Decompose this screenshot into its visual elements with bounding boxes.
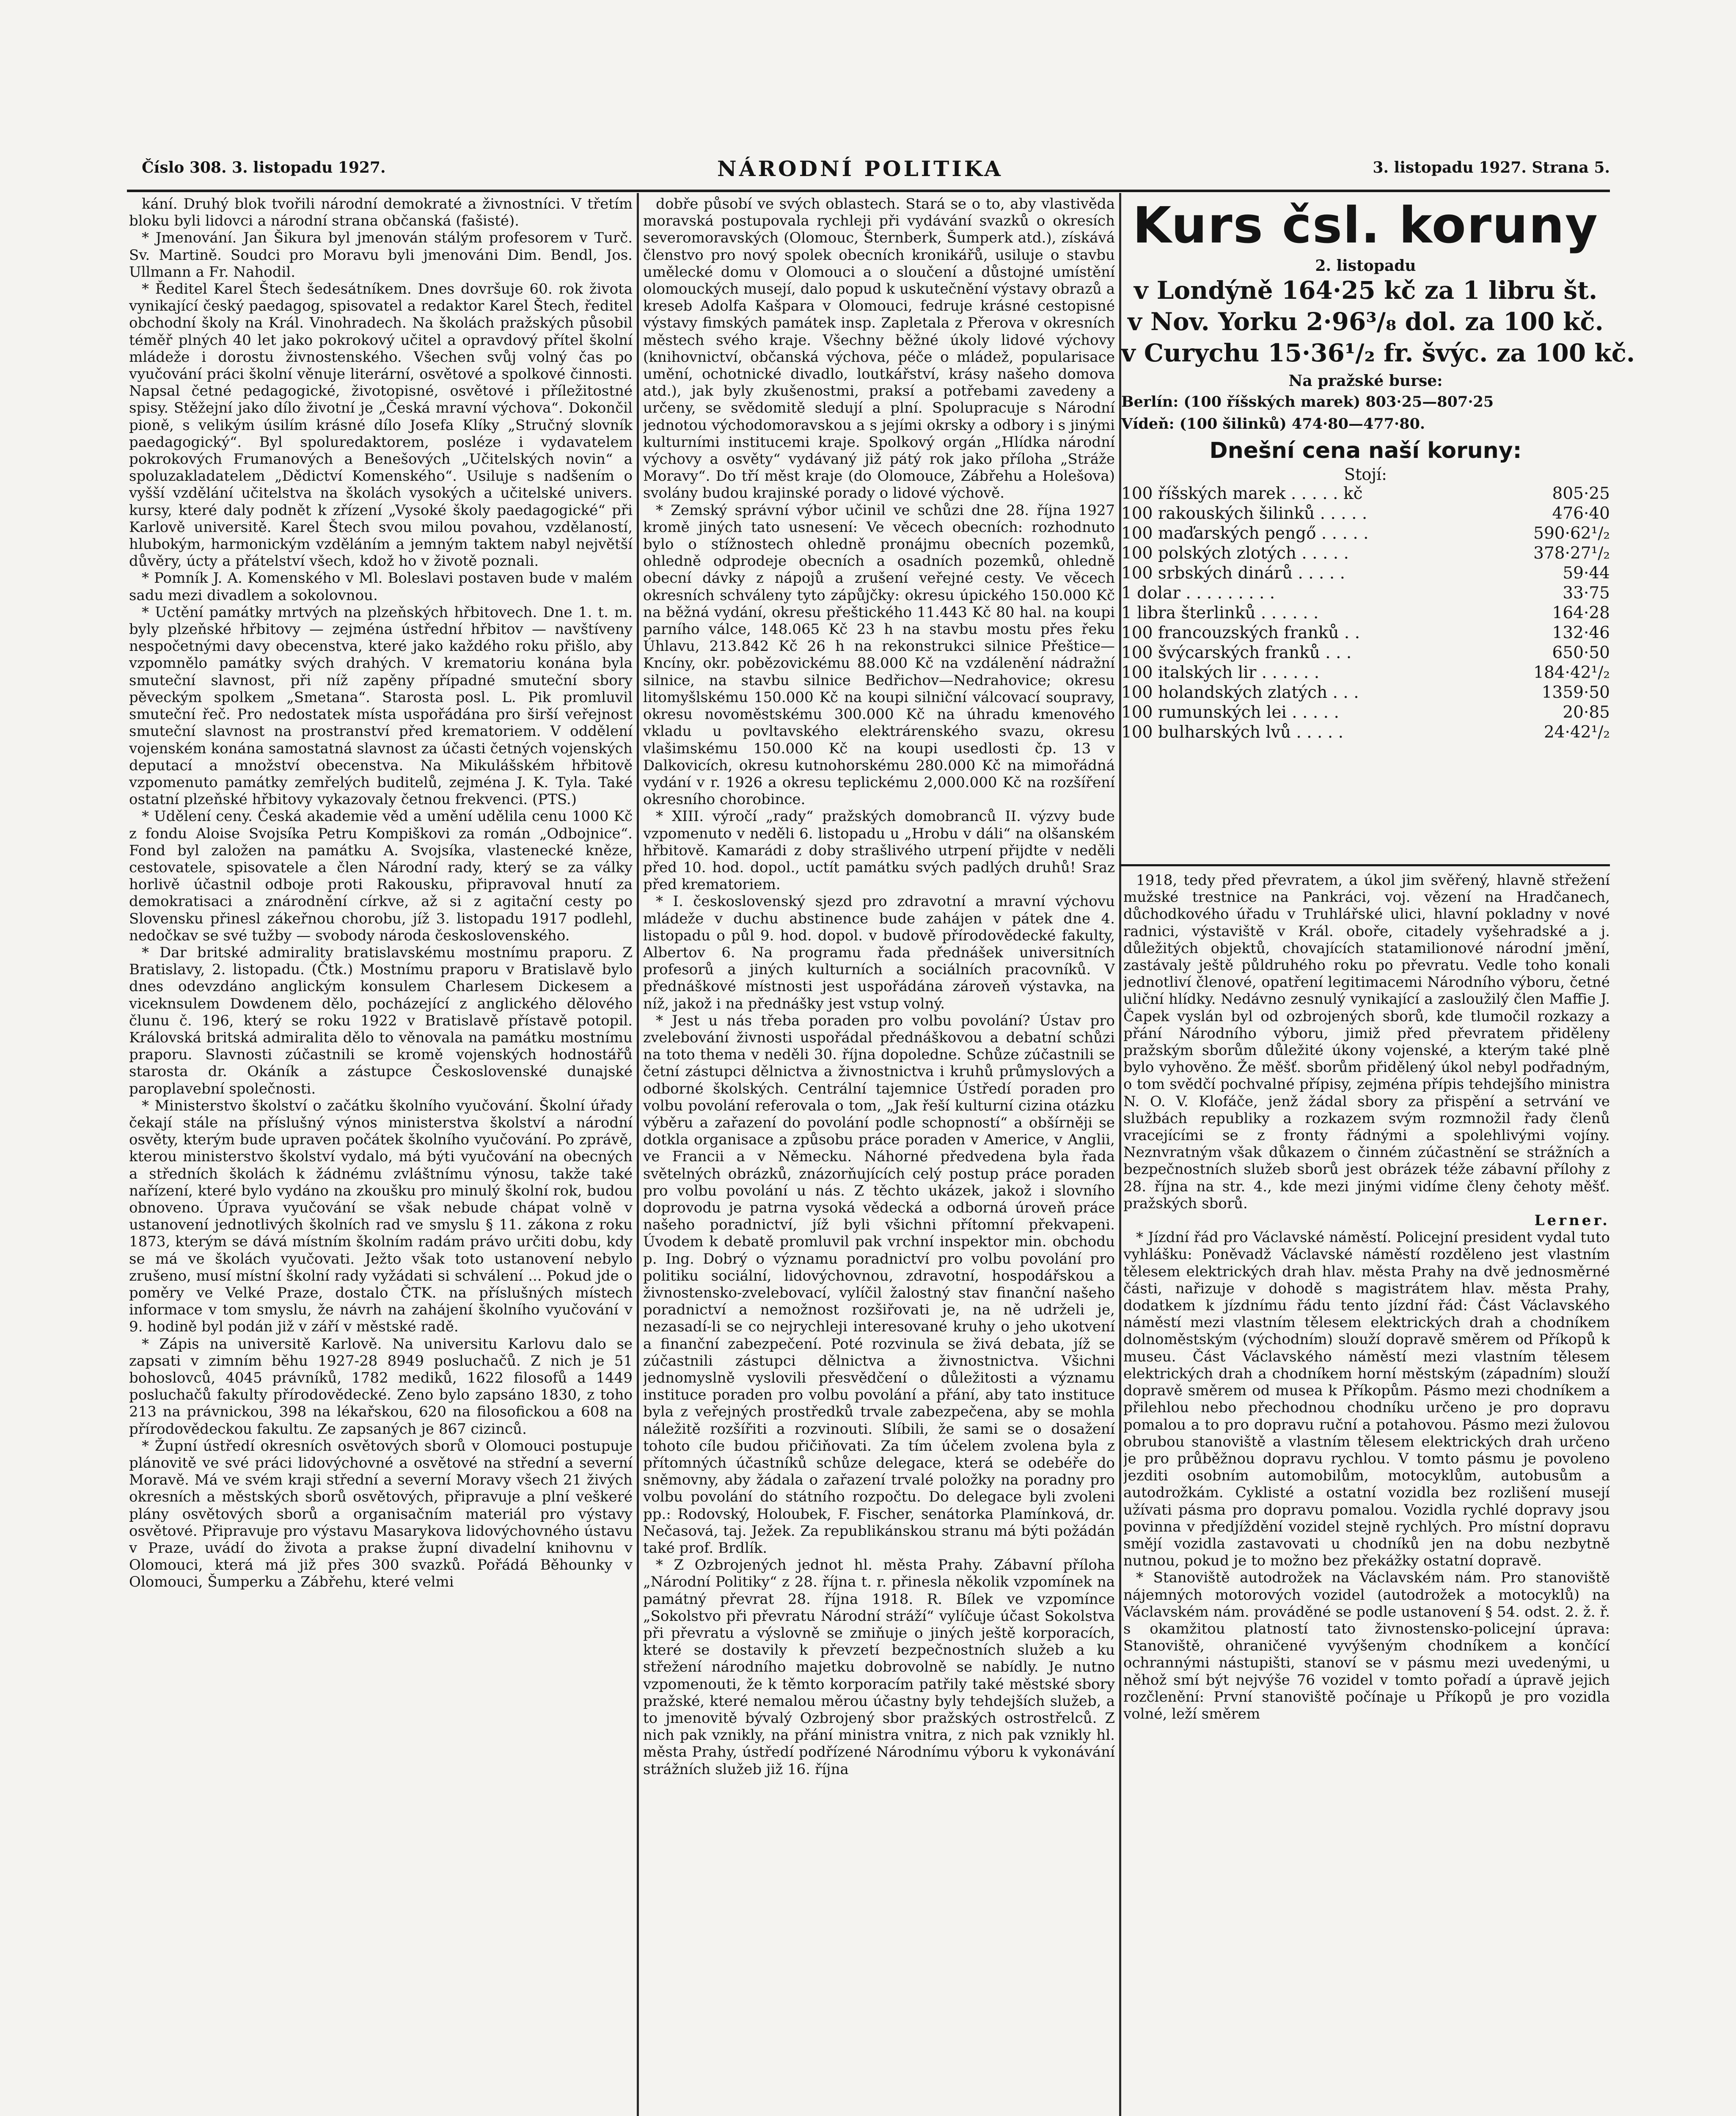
rate-currency: 100 říšských marek . . . . . kč [1121,484,1363,503]
burse-title: Na pražské burse: [1288,372,1443,390]
exchange-title: Kurs čsl. koruny [1133,196,1598,254]
rate-value: 24·42¹/₂ [1543,723,1610,742]
article-paragraph: kání. Druhý blok tvořili národní demokraté a živnostníci. V třetím bloku byli lidovci a národní strana občanská (fašisté). [129,196,633,230]
rate-currency: 100 francouzských franků . . [1121,623,1360,642]
column-divider [637,193,639,2116]
header-rule [127,190,1610,192]
rate-row [1121,643,1610,663]
rate-row [1121,583,1610,603]
rate-row [1121,523,1610,543]
rate-currency: 1 dolar . . . . . . . . . [1121,584,1275,603]
article-paragraph: * Dar britské admirality bratislavskému mostnímu praporu. Z Bratislavy, 2. listopadu. (Čtk.) Mostnímu praporu v Bratislavě bylo dnes odevzdáno anglickým konsulem Charlesem Dickesem a viceknsulem Dowdenem dělo, pocházející z anglického dělového člunu č. 196, který se roku 1922 v Bratislavě přístavě potopil. Královská britská admiralita dělo to věnovala na památku mostnímu praporu. Slavnosti zúčastnili se kromě vojenských hodnostářů starosta dr. Okáník a zástupce Československé dunajské paroplavební společnosti. [129,944,633,1097]
rate-row [1121,683,1610,703]
crown-price-title: Dnešní cena naší koruny: [1209,438,1522,463]
page-date-number: 3. listopadu 1927. Strana 5. [1373,159,1610,176]
article-author: Lerner. [1534,1212,1610,1229]
rate-currency: 100 maďarských pengő . . . . . [1121,524,1369,543]
rate-table [1121,484,1610,742]
article-paragraph: * Župní ústředí okresních osvětových sborů v Olomouci postupuje plánovitě ve své práci lidovýchovné a osvětové na střední a severní Moravě. Má ve svém kraji střední a severní Moravy všech 21 živých okresních a městských sborů osvětových, připravuje a plní veškeré plány osvětových sborů a organisačním materiál pro výstavy osvětové. Připravuje pro výstavu Masarykova lidovýchovného ústavu v Praze, uvádí do života a prakse župní divadelní knihovnu v Olomouci, která má již přes 300 svazků. Pořádá Běhounky v Olomouci, Šumperku a Zábřehu, které velmi [129,1437,633,1591]
rate-value: 132·46 [1552,623,1610,642]
rate-value: 33·75 [1563,584,1610,603]
exchange-box-rule [1119,864,1610,866]
rate-new-york: v Nov. Yorku 2·96³/₈ dol. za 100 kč. [1128,307,1604,336]
page-header [142,154,1610,184]
rate-row [1121,563,1610,583]
article-paragraph: * Zemský správní výbor učinil ve schůzi dne 28. října 1927 kromě jiných tato usnesení: Ve věcech obecních: rozhodnuto bylo o stížnostech ohledně pronájmu obecních pozemků, ohledně odprodeje obecních a osadních pozemků, ohledně obecní dávky z nápojů a zrušení veřejné cesty. Ve věcech okresních schváleny tyto zápůjčky: okresu úpického 150.000 Kč na běžná vydání, okresu přeštického 11.443 Kč 80 hal. na koupi parního válce, 148.065 Kč 23 h na stavbu mostu přes řeku Úhlavu, 213.842 Kč 26 h na rekonstrukci silnice Přeštice—Kncíny, okr. pobězovickému 88.000 Kč na vzdálenění nádražní silnice, na stavbu silnice Bedřichov—Nedrahovice; okresu litomyšlskému 150.000 Kč na koupi silniční válcovací soupravy, okresu novoměstskému 300.000 Kč na úhradu kmenového vkladu u povltavského elektrárenského svazu, okresu vlašimskému 150.000 Kč na koupi usedlosti čp. 13 v Dalkovicích, okresu kutnohorskému 280.000 Kč na mimořádná vydání v r. 1926 a okresu teplickému 2,000.000 Kč na rozšíření okresního chorobince. [643,501,1115,808]
article-paragraph: * Jest u nás třeba poraden pro volbu povolání? Ústav pro zvelebování živnosti uspořádal přednáškovou a debatní schůzi na toto thema v neděli 30. října dopoledne. Schůze zúčastnili se četní zástupci dělnictva a živnostnictva i kruhů průmyslových a odborné školských. Centrální tajemnice Ústředí poraden pro volbu povolání referovala o tom, „Jak řeší kulturní cizina otázku výběru a zařazení do povolání podle schopností“ a obšírněji se dotkla organisace a způsobu práce poraden v Americe, v Anglii, ve Francii a v Německu. Náhorné předvedena byla řada světelných obrázků, znázorňujících celý postup práce poraden pro volbu povolání u nás. Z těchto ukázek, jakož i slovního doprovodu je patrna vysoká vědecká a odborná úroveň práce našeho poradnictví, jíž byli všichni přítomní překvapeni. Úvodem k debatě promluvil pak vrchní inspektor min. obchodu p. Ing. Dobrý o významu poradnictví pro volbu povolání pro politiku sociální, lidovýchovnou, zdravotní, hospodářskou a živnostensko-zvelebovací, vylíčil žalostný stav finanční našeho poradnictví a nemožnost rozšiřovati je, na ně udrželi je, nezasadí-li se co nejrychleji interesované kruhy o jeho ukotvení a finanční zabezpečení. Poté rozvinula se živá debata, jíž se zúčastnili zástupci dělnictva a živnostnictva. Všichni jednomyslně vyslovili přesvědčení o důležitosti a významu instituce poraden pro volbu povolání a přání, aby tato instituce byla z veřejných prostředků trvale zabezpečena, aby se mohla náležitě rozšířiti a rozvinouti. Slíbili, že sami se o dosažení tohoto cíle budou přičiňovati. Za tím účelem zvolena byla z přítomných účastníků schůze delegace, která se odebéře do sněmovny, aby žádala o zařazení trvalé položky na poradny pro volbu povolání do státního rozpočtu. Do delegace byli zvoleni pp.: Rodovský, Holoubek, F. Fischer, senátorka Plamínková, dr. Nečasová, taj. Ježek. Za republikánskou stranu má býti požádán také prof. Brdlík. [643,1012,1115,1557]
article-paragraph: * Z Ozbrojených jednot hl. města Prahy. Zábavní příloha „Národní Politiky“ z 28. října t. r. přinesla několik vzpomínek na památný převrat 28. října 1918. R. Bílek ve vzpomínce „Sokolstvo při převratu Národní stráží“ vylíčuje účast Sokolstva při převratu a výslovně se zmiňuje o jiných ještě korporacích, které se dostavily k převzetí bezpečnostních služeb a ku střežení národního majetku dobrovolně se nabídly. Je nutno vzpomenouti, že k těmto korporacím patřily také městské sbory pražské, které nemalou měrou účastny byly tehdejších služeb, a to jmenovitě bývalý Ozbrojený sbor pražských ostrostřelců. Z nich pak vznikly, na přání ministra vnitra, z nich pak vznikly hl. města Prahy, ústředí podřízené Národnímu výboru k vykonávání strážních služeb již 16. října [643,1557,1115,1778]
article-column-3 [1123,872,1610,2116]
rate-row [1121,703,1610,722]
rate-currency: 100 švýcarských franků . . . [1121,643,1352,662]
rate-currency: 100 rakouských šilinků . . . . . [1121,504,1367,523]
article-paragraph: * Zápis na universitě Karlově. Na universitu Karlovu dalo se zapsati v zimním běhu 1927-28 8949 posluchačů. Z nich je 51 bohoslovců, 4045 právníků, 1782 mediků, 1622 filosofů a 1449 posluchačů fakulty přírodovědecké. Zeno bylo zapsáno 1830, z toho 213 na právnickou, 398 na lékařskou, 620 na filosofickou a 608 na přírodovědeckou fakultu. Ze zapsaných je 867 cizinců. [129,1335,633,1438]
article-paragraph: * Stanoviště autodrožek na Václavském nám. Pro stanoviště nájemných motorových vozidel (autodrožek a motocyklů) na Václavském nám. prováděné se podle ustanovení § 54. odst. 2. ž. ř. s okamžitou platností tato živnostensko-policejní úprava: Stanoviště, ohraničené vyvýšeným chodníkem a končící ochrannými nástupišti, stanoví se v pásmu mezi uvedenými, u něhož smí být nejvýše 76 vozidel v tomto pořadí a úpravě jejich rozčlenění: První stanoviště počínaje u Příkopů je pro vozidla volné, leží směrem [1123,1569,1610,1722]
rate-currency: 100 rumunských lei . . . . . [1121,703,1339,722]
article-paragraph: * XIII. výročí „rady“ pražských domobranců II. výzvy bude vzpomenuto v neděli 6. listopadu u „Hrobu v dáli“ na olšanském hřbitově. Kamarádi z doby strašlivého utrpení přijdte v neděli před 10. hod. dopol., uctít památku svých padlých druhů! Sraz před krematoriem. [643,808,1115,893]
rate-berlin: Berlín: (100 říšských marek) 803·25—807·25 [1121,393,1494,411]
rate-value: 59·44 [1563,564,1610,583]
costs-label: Stojí: [1344,465,1387,484]
rate-value: 20·85 [1563,703,1610,722]
rate-row [1121,663,1610,683]
rate-value: 378·27¹/₂ [1533,544,1610,563]
rate-currency: 100 holandských zlatých . . . [1121,683,1359,702]
article-paragraph: * Pomník J. A. Komenského v Ml. Boleslavi postaven bude v malém sadu mezi divadlem a sokolovnou. [129,570,633,604]
rate-value: 805·25 [1552,484,1610,503]
newspaper-title: NÁRODNÍ POLITIKA [717,156,1003,181]
rate-zurich: v Curychu 15·36¹/₂ fr. švýc. za 100 kč. [1121,339,1635,367]
rate-row [1121,484,1610,504]
article-paragraph: 1918, tedy před převratem, a úkol jim svěřený, hlavně střežení mužské trestnice na Pankráci, voj. vězení na Hradčanech, důchodkového úřadu v Truhlářské ulici, hlavní pokladny v nové radnici, výstaviště v Král. oboře, citadely vyšehradské a j. důležitých objektů, chovajících statamilionové národní jmění, zastávaly ještě půldruhého roku po převratu. Vedle toho konali jednotliví členové, opatření legitimacemi Národního výboru, četné uliční hlídky. Nedávno zesnulý vynikající a zasloužilý člen Maffie J. Čapek vyslán byl od ozbrojených sborů, kde tlumočil rozkazy a přání Národního výboru, jimiž před převratem přiděleny pražským sborům důležité úkony vojenské, a kterým také plně bylo vyhověno. Že měšť. sborům přidělený úkol nebyl podřadným, o tom svědčí pochvalné přípisy, zejména přípis tehdejšího ministra N. O. V. Klofáče, jenž žádal sbory za přispění a setrvání ve službách republiky a rozkazem svým rozmnožil řady členů vracejícími se z fronty řádnými a spolehlivými vojíny. Neznvratným však důkazem o činném zúčastnění se strážních a bezpečnostních služeb sborů jest obrázek téže zábavní přílohy z 28. října na str. 4., kde mezi jinými vidíme členy čehoty měšť. pražských sborů. [1123,872,1610,1212]
exchange-date: 2. listopadu [1315,257,1416,275]
rate-currency: 100 bulharských lvů . . . . . [1121,723,1344,742]
article-paragraph: * Ministerstvo školství o začátku školního vyučování. Školní úřady čekají stále na příslušný výnos ministerstva školství a národní osvěty, kterým bude upraven počátek školního vyučování. Po zprávě, kterou ministerstvo školství vydalo, má býti vyučování na obecných a středních školách k žádnému zvláštnímu výnosu, takže také nařízení, které bylo vydáno na zkoušku pro minulý školní rok, budou obnoveno. Úprava vyučování se však nebude chápat volně v ustanovení jednotlivých školních rad ve smyslu § 11. zákona z roku 1873, kterým se dává místním školním radám právo určiti dobu, kdy se má ve školách vyučovati. Ježto však toto ustanovení nebylo zrušeno, musí místní školní rady vyžádati si schválení ... Pokud jde o poměry ve Velké Praze, dostalo ČTK. na příslušných místech informace v tom smyslu, že návrh na zahájení školního vyučování v 9. hodině byl podán již v září v městské radě. [129,1097,633,1336]
rate-value: 476·40 [1552,504,1610,523]
issue-number-date: Číslo 308. 3. listopadu 1927. [142,159,386,176]
rate-london: v Londýně 164·25 kč za 1 libru št. [1133,276,1598,305]
rate-vienna: Vídeň: (100 šilinků) 474·80—477·80. [1121,415,1425,433]
rate-value: 590·62¹/₂ [1533,524,1610,543]
rate-value: 650·50 [1552,643,1610,662]
article-paragraph: * Jízdní řád pro Václavské náměstí. Policejní president vydal tuto vyhlášku: Poněvadž Václavské náměstí rozděleno jest vlastním tělesem elektrických drah hlav. města Prahy na dvě jednosměrné části, nařizuje v dohodě s magistrátem hlav. města Prahy, dodatkem k jízdnímu řádu tento jízdní řád: Část Václavského náměstí mezi vlastním tělesem elektrických drah a chodníkem dolnoměstským (východním) slouží dopravě směrem od Příkopů k museu. Část Václavského náměstí mezi vlastním tělesem elektrických drah a chodníkem horní městským (západním) slouží dopravě směrem od musea k Příkopům. Pásmo mezi chodníkem a přilehlou nebo přechodnou chodníku určeno je pro dopravu pomalou a to pro dopravu ruční a potahovou. Pásmo mezi žulovou obrubou stanoviště a vlastním tělesem elektrických drah určeno je pro průběžnou dopravu rychlou. V tomto pásmu je povoleno jezditi osobním automobilům, motocyklům, autobusům a autodrožkám. Cyklisté a ostatní vozidla bez rozlišení musejí užívati pásma pro dopravu pomalou. Vozidla rychlé dopravy jsou povinna v předjíždění vozidel stejně rychlých. Pro místní dopravu smějí vozidla zastavovati u chodníků jen na dobu nezbytně nutnou, pokud je to možno bez překážky ostatní dopravě. [1123,1229,1610,1570]
exchange-rate-box [1121,195,1635,859]
article-paragraph: * Jmenování. Jan Šikura byl jmenován stálým profesorem v Turč. Sv. Martině. Soudci pro Moravu byli jmenováni Dim. Bendl, Jos. Ullmann a Fr. Nahodil. [129,229,633,281]
article-column-1 [129,196,633,2116]
article-column-2 [643,196,1115,2116]
article-paragraph: * Uctění památky mrtvých na plzeňských hřbitovech. Dne 1. t. m. byly plzeňské hřbitovy — zejména ústřední hřbitov — navštíveny nespočetnými davy obecenstva, které jako každého roku přišlo, aby vzpomnělo památky svých drahých. V krematoriu konána byla smuteční slavnost, při níž zapěny případné smuteční sbory pěveckým spolkem „Smetana“. Starosta posl. L. Pik promluvil smuteční řeč. Pro nedostatek místa uspořádána pro širší veřejnost smuteční slavnost na prostranství před krematoriem. V oddělení vojenském konána samostatná slavnost za účasti četných vojenských deputací a množství obecenstva. Na Mikulášském hřbitově vzpomenuto památky zemřelých buditelů, zejména J. K. Tyla. Také ostatní plzeňské hřbitovy vykazovaly četnou frekvenci. (PTS.) [129,603,633,808]
rate-row [1121,504,1610,523]
rate-row [1121,543,1610,563]
rate-row [1121,722,1610,742]
article-paragraph: * Udělení ceny. Česká akademie věd a umění udělila cenu 1000 Kč z fondu Aloise Svojsíka Petru Kompiškovi za román „Odbojnice“. Fond byl založen na památku A. Svojsíka, vlastenecké kněze, cestovatele, spisovatele a člen Národní rady, který se za války horlivě účastnil odboje proti Rakousku, připravoval hnutí za demokratisaci a znárodnění církve, až si z agitační cesty po Slovensku přinesl zákeřnou chorobu, jíž 3. listopadu 1917 podlehl, nedočkav se své tužby — svobody národa československého. [129,808,633,944]
rate-currency: 100 italských lir . . . . . . [1121,663,1320,682]
rate-currency: 1 libra šterlinků . . . . . . [1121,603,1319,623]
rate-currency: 100 polských zlotých . . . . . [1121,544,1349,563]
rate-value: 1359·50 [1541,683,1610,702]
rate-row [1121,623,1610,643]
rate-currency: 100 srbských dinárů . . . . . [1121,564,1345,583]
article-paragraph: * Ředitel Karel Štech šedesátníkem. Dnes dovršuje 60. rok života vynikající český paedagog, spisovatel a redaktor Karel Štech, ředitel obchodní školy na Král. Vinohradech. Na školách pražských působil téměř plných 40 let jako pokrokový učitel a opravdový přítel školní mládeže i dorostu živnostenského. Všechen svůj volný čas po vyučování práci školní věnuje literární, osvětové a spolkové činnosti. Napsal četné pedagogické, životopisné, osvětové i příležitostné spisy. Stěžejní jako dílo životní je „Česká mravní výchova“. Dokončil pioně, s velikým úsilím krásné dílo Josefa Klíky „Stručný slovník paedagogický“. Byl spoluredaktorem, posléze i vydavatelem pokrokových Frumanových a Benešových „Učitelských novin“ a spoluzakladatelem „Dědictví Komenského“. Usiluje s nadšením o vyšší vzdělání učitelstva na školách vysokých a učitelské univers. kursy, které daly podnět k zřízení „Vysoké školy paedagogické“ při Karlově universitě. Karel Štech svou milou povahou, vzdělaností, hlubokým, harmonickým vzděláním a jemným taktem nabyl největší důvěry, úcty a přátelství všech, kdož ho v životě poznali. [129,281,633,570]
article-paragraph: * I. československý sjezd pro zdravotní a mravní výchovu mládeže v duchu abstinence bude zahájen v pátek dne 4. listopadu o půl 9. hod. dopol. v budově přírodovědecké fakulty, Albertov 6. Na programu řada přednášek universitních profesorů a jiných kulturních a sociálních pracovníků. V přednáškové místnosti jest uspořádána zároveň výstavka, na níž, jakož i na přednášky jest vstup volný. [643,893,1115,1012]
article-paragraph: dobře působí ve svých oblastech. Stará se o to, aby vlastivěda moravská postupovala rychleji při vydávání svazků o okresích severomoravských (Olomouc, Šternberk, Šumperk atd.), získává členstvo pro nový spolek obecních kronikářů, usiluje o stavbu umělecké domu v Olomouci a o sloučení a důstojné umístění olomouckých musejí, dalo popud k uskutečnění výstavy obrazů a kreseb Adolfa Kašpara v Olomouci, fedruje krásné cestopisné výstavy fimských památek insp. Zapletala z Přerova v okresních městech svého kraje. Všechny běžné úkoly lidové výchovy (knihovnictví, občanská výchova, péče o mládež, popularisace umění, ochotnické divadlo, loutkářství, krásy našeho domova atd.), jak byly zkušenostmi, praksí a potřebami zavedeny a určeny, se svědomitě sledují a plní. Spolupracuje s Národní jednotou východomoravskou a s jejími okrsky a odbory i s jinými kulturními institucemi kraje. Spolkový orgán „Hlídka národní výchovy a osvěty“ vydávaný již pátý rok jako příloha „Stráže Moravy“. Do tří měst kraje (do Olomouce, Zábřehu a Holešova) svolány budou krajinské porady o lidové výchově. [643,196,1115,502]
rate-value: 184·42¹/₂ [1533,663,1610,682]
rate-value: 164·28 [1552,603,1610,623]
rate-row [1121,603,1610,623]
